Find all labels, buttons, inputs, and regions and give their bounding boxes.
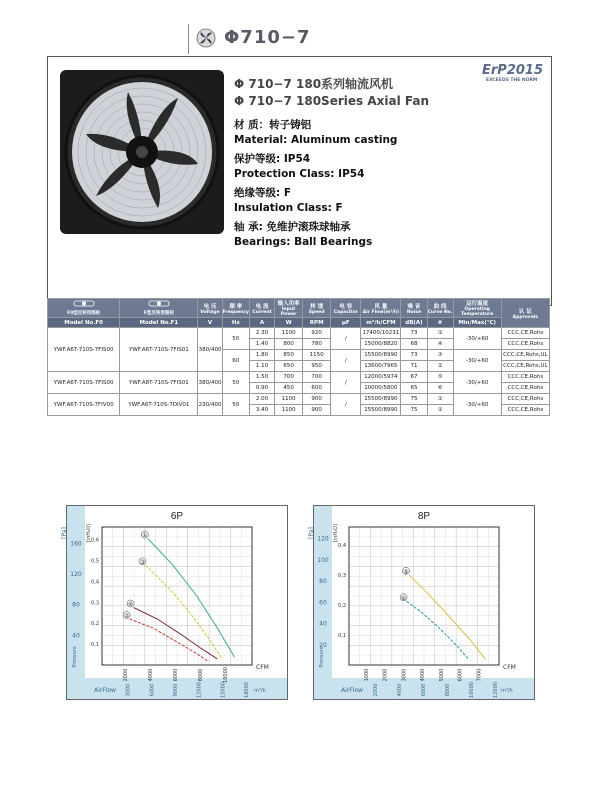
- y-tick-label: 100: [317, 556, 329, 564]
- y2-tick-label: 0,4: [91, 579, 99, 586]
- y-axis-label: Pressure: [319, 646, 325, 668]
- y-tick-label: 40: [319, 620, 327, 628]
- table-row: 0.90 450 600 10000/5800 65 ⑥ CCC,CE,Rohs: [48, 383, 550, 394]
- y-tick-label: 120: [70, 571, 82, 578]
- y2-tick-label: 0,2: [338, 603, 346, 609]
- chart-title: 6P: [170, 511, 184, 522]
- table-row: 60 1.80 850 1150 / 15500/8990 73 ③ -30/+60 CCC,CE,Rohs,UL: [48, 350, 550, 361]
- x2-tick-label: 3000: [401, 668, 408, 682]
- x-tick-label: 6000: [149, 683, 156, 697]
- series-label: ②: [123, 612, 130, 620]
- x-tick-label: 18000: [244, 682, 251, 698]
- chart-title: 8P: [417, 511, 431, 522]
- page-title: Φ710−7: [224, 27, 311, 48]
- table-header-row: F0型反转用图标 F型反转用图标 电 压 Voltage 频 率 Frequency 电 流 Current 输入功率 Input Power 转 速 Speed 电 容 Capacitor 风 量 Air Flow(m³/h) 噪 音 Noise 曲 线 Curve No. 运行温度 Operating Temperature 认 证 Approvals: [48, 299, 550, 318]
- series-label: ④: [127, 601, 134, 608]
- spec-title-cn: Φ 710−7 180系列轴流风机: [234, 77, 394, 91]
- x2-tick-label: 6000: [173, 668, 179, 682]
- y2-unit-label: [inH₂O]: [333, 523, 339, 543]
- x2-tick-label: 8000: [198, 668, 204, 682]
- series-label: ⑥: [400, 594, 407, 602]
- spec-bearings-en: Bearings: Ball Bearings: [234, 236, 373, 248]
- header-f0-icon: F0型反转用图标: [48, 299, 120, 318]
- x-tick-label: 9000: [173, 683, 180, 697]
- y2-tick-label: 0,3: [338, 573, 346, 579]
- x-axis-label: AirFlow: [94, 687, 116, 694]
- spec-table: [47, 298, 550, 416]
- table-row: 1.40 800 780 15000/8820 68 ④ CCC,CE,Rohs: [48, 339, 550, 350]
- x2-unit-label: CFM: [256, 664, 269, 671]
- y-tick-label: 20: [319, 641, 327, 649]
- x-unit-label: m³/h: [501, 688, 513, 694]
- x2-tick-label: 6000: [457, 668, 464, 682]
- x-tick-label: 2000: [373, 683, 379, 697]
- chart-8p: [308, 505, 535, 700]
- x2-unit-label: CFM: [503, 664, 516, 671]
- spec-material-cn: 材 质：转子铸铝: [234, 119, 312, 131]
- header-f1-icon: F型反转用图标: [120, 299, 198, 318]
- x-tick-label: 15000: [220, 682, 227, 698]
- table-row: YWF.A6T-710S-7FIS00 YWF.A6T-710S-7FIS01 380/400 50 2.30 1100 920 / 17400/10231 73 ① -30/+60 CCC,CE,Rohs: [48, 328, 550, 339]
- x2-tick-label: 7000: [476, 668, 483, 682]
- x-tick-label: 4000: [397, 683, 403, 697]
- header-divider: [188, 24, 189, 54]
- x2-tick-label: 5000: [438, 668, 445, 682]
- chart-6p: [61, 505, 288, 700]
- spec-bearings-cn: 轴 承: 免维护滚珠球轴承: [234, 221, 351, 233]
- x-tick-label: 10000: [469, 682, 475, 698]
- x2-tick-label: 1000: [363, 668, 370, 682]
- x-tick-label: 6000: [421, 683, 427, 697]
- fan-logo-icon: [196, 28, 216, 48]
- x-axis-label: AirFlow: [341, 687, 363, 694]
- erp-tagline: EXCEEDS THE NORM: [486, 78, 538, 83]
- y2-tick-label: 0,1: [338, 633, 346, 639]
- x2-tick-label: 10000: [223, 667, 229, 683]
- fan-photo: [58, 68, 226, 236]
- series-label: ③: [139, 558, 146, 566]
- spec-insulation-cn: 绝缘等级: F: [234, 187, 292, 199]
- spec-title-en: Φ 710−7 180Series Axial Fan: [234, 94, 429, 108]
- y-tick-label: 60: [319, 599, 327, 607]
- y-tick-label: 80: [319, 578, 327, 586]
- y-tick-label: 80: [72, 601, 80, 609]
- x-tick-label: 3000: [125, 683, 132, 697]
- table-row: YWF.A6T-710S-7FIS00 YWF.A8T-710S-7FIS01 380/400 50 1.50 700 700 / 12000/5974 67 ⑤ -30/+60 CCC,CE,Rohs: [48, 372, 550, 383]
- series-label: ①: [142, 532, 148, 539]
- x2-tick-label: 2000: [382, 668, 389, 682]
- x2-tick-label: 2000: [123, 668, 129, 682]
- y-unit-label: [Pa]: [308, 527, 315, 539]
- y2-tick-label: 0,4: [338, 543, 346, 549]
- spec-insulation-en: Insulation Class: F: [234, 202, 343, 214]
- y2-tick-label: 0,6: [91, 537, 99, 544]
- y2-tick-label: 0,1: [91, 642, 99, 649]
- y-tick-label: 160: [70, 540, 82, 548]
- table-row: 1.10 650 950 13600/7965 71 ② CCC,CE,Rohs,UL: [48, 361, 550, 372]
- y-unit-label: [Pa]: [61, 527, 68, 539]
- x-unit-label: m³/h: [254, 688, 266, 694]
- series-label: ⑤: [403, 568, 409, 576]
- x-tick-label: 12000: [196, 682, 203, 698]
- spec-protection-en: Protection Class: IP54: [234, 168, 365, 180]
- y-axis-label: Pressure: [72, 646, 78, 668]
- x2-tick-label: 4000: [420, 668, 426, 682]
- y2-tick-label: 0,5: [91, 558, 99, 565]
- table-row: YWF.A6T-710S-7FIV00 YWF.A6T-710S-7DIV01 230/400 50 2.00 1100 900 / 15500/8990 75 ① -30/+60 CCC,CE,Rohs: [48, 394, 550, 405]
- spec-material-en: Material: Aluminum casting: [234, 134, 398, 146]
- y2-unit-label: [inH₂O]: [86, 523, 92, 543]
- x-tick-label: 12000: [493, 682, 499, 698]
- table-units-row: Model No.F0 Model No.F1 V Hz A W RPM μF m³/h/CFM dB(A) # Min/Max(℃): [48, 318, 550, 328]
- x-tick-label: 8000: [445, 683, 451, 697]
- y-tick-label: 120: [317, 535, 329, 543]
- table-row: 3.40 1100 900 15500/8990 75 ① CCC,CE,Rohs: [48, 405, 550, 416]
- spec-protection-cn: 保护等级: IP54: [234, 153, 311, 165]
- y-tick-label: 40: [72, 632, 80, 640]
- x2-tick-label: 4000: [148, 668, 154, 682]
- y2-tick-label: 0,2: [91, 621, 99, 628]
- y2-tick-label: 0,3: [91, 600, 99, 607]
- erp-logo: ErP2015: [482, 63, 544, 78]
